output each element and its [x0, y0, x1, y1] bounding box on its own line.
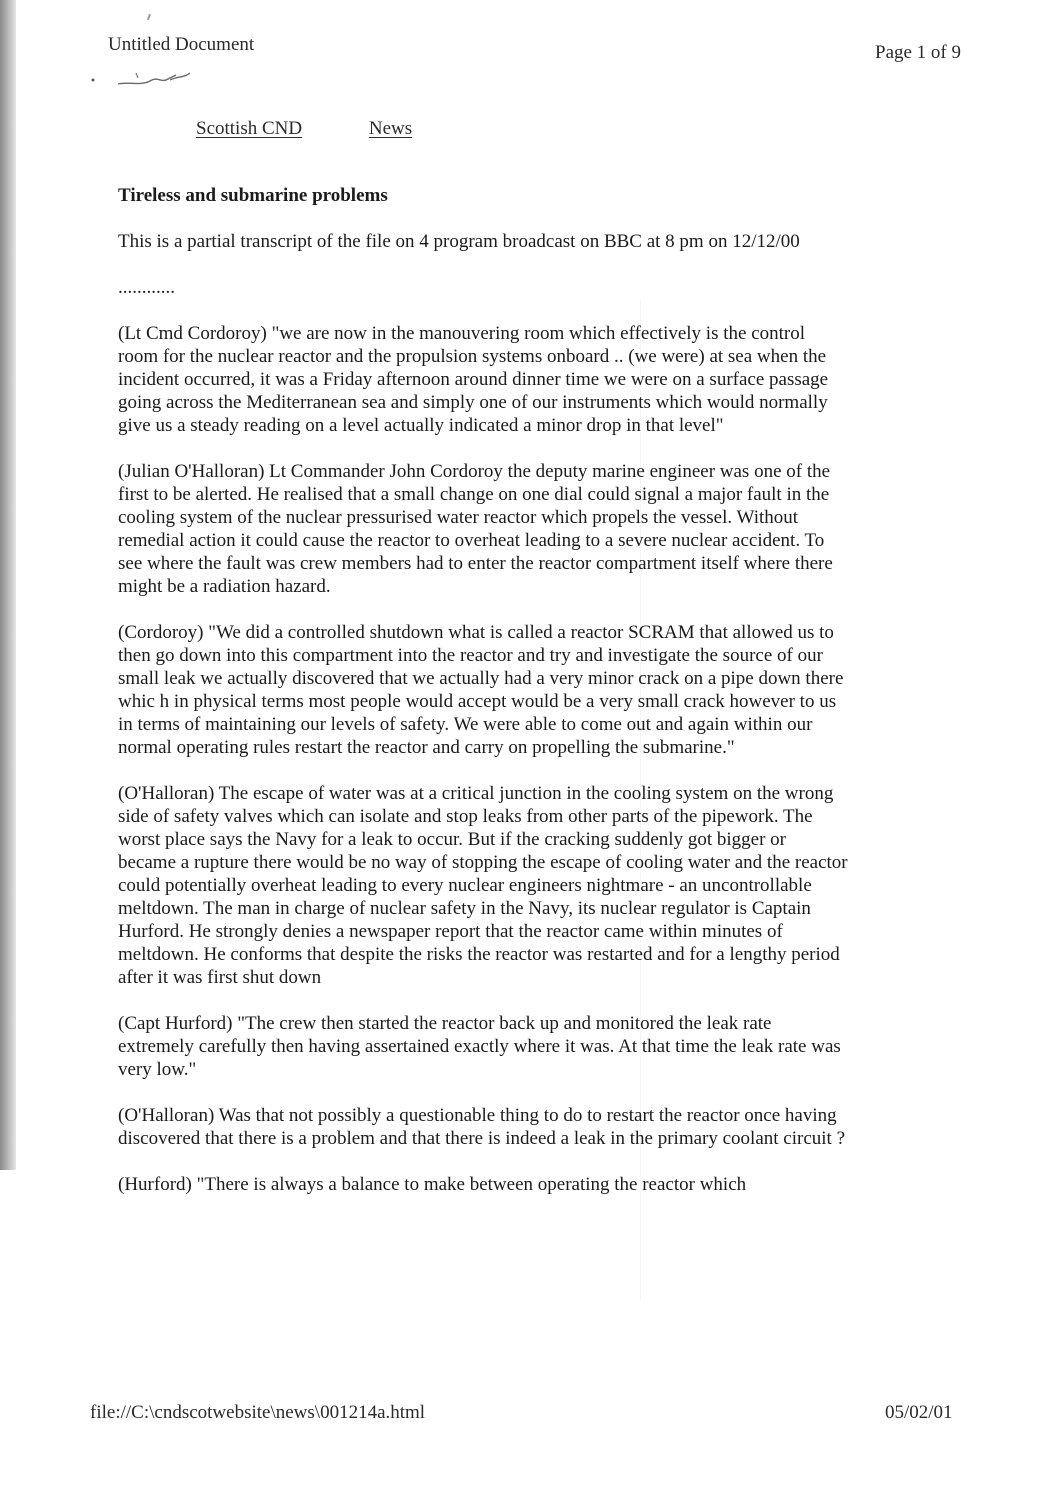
article-paragraph: (Lt Cmd Cordoroy) "we are now in the manouvering room which effectively is the control room for the nuclear reactor and the propulsion systems onboard .. (we were) at sea when the incident occurred, it was a Friday afternoon around dinner time we were on a surface passage going across the Mediterranean sea and simply one of our instruments which would normally give us a steady reading on a level actually indicated a minor drop in that level" [118, 323, 829, 436]
article-paragraph: (O'Halloran) The escape of water was at a critical junction in the cooling system on the wrong side of safety valves which can isolate and stop leaks from other parts of the pipework. The worst place says the Navy for a leak to occur. But if the cracking suddenly got bigger or became a rupture there would be no way of stopping the escape of cooling water and the reactor could potentially overheat leading to every nuclear engineers nightmare - an uncontrollable meltdown. The man in charge of nuclear safety in the Navy, its nuclear regulator is Captain Hurford. He strongly denies a newspaper report that the reactor came within minutes of meltdown. He conforms that despite the risks the reactor was restarted and for a lengthy period after it was first shut down [118, 783, 848, 988]
article-paragraph: (O'Halloran) Was that not possibly a questionable thing to do to restart the reactor once having discovered that there is a problem and that there is indeed a leak in the primary coolant circuit ? [118, 1105, 846, 1149]
site-nav [196, 118, 412, 140]
handwritten-mark [90, 64, 210, 94]
scan-edge-shadow [0, 0, 16, 1170]
article-paragraph: (Cordoroy) "We did a controlled shutdown what is called a reactor SCRAM that allowed us to then go down into this compartment into the reactor and try and investigate the source of our small leak we actually discovered that we actually had a very minor crack on a pipe down there whic h in physical terms most people would accept would be a very small crack however to us in terms of maintaining our levels of safety. We were able to come out and again within our normal operating rules restart the reactor and carry on propelling the submarine." [118, 622, 844, 758]
document-title: Untitled Document [108, 34, 255, 55]
article-paragraph: ............ [118, 277, 175, 298]
article [118, 185, 848, 1219]
article-paragraph: (Capt Hurford) "The crew then started the reactor back up and monitored the leak rate extremely carefully then having assertained exactly where it was. At that time the leak rate was very low." [118, 1013, 841, 1080]
article-title: Tireless and submarine problems [118, 185, 388, 206]
article-paragraph: (Julian O'Halloran) Lt Commander John Cordoroy the deputy marine engineer was one of the first to be alerted. He realised that a small change on one dial could signal a major fault in the cooling system of the nuclear pressurised water reactor which propels the vessel. Without remedial action it could cause the reactor to overheat leading to a severe nuclear accident. To see where the fault was crew members had to enter the reactor compartment itself where there might be a radiation hazard. [118, 461, 833, 597]
footer-file-path: file://C:\cndscotwebsite\news\001214a.html [90, 1402, 426, 1423]
article-paragraph: This is a partial transcript of the file on 4 program broadcast on BBC at 8 pm on 12/12/00 [118, 231, 800, 252]
nav-link-news[interactable]: News [368, 118, 413, 139]
nav-link-scottish-cnd[interactable]: Scottish CND [196, 118, 303, 139]
scan-speck [147, 14, 151, 20]
footer-date: 05/02/01 [885, 1402, 953, 1423]
page-indicator: Page 1 of 9 [875, 42, 962, 63]
article-paragraph: (Hurford) "There is always a balance to make between operating the reactor which [118, 1174, 747, 1195]
